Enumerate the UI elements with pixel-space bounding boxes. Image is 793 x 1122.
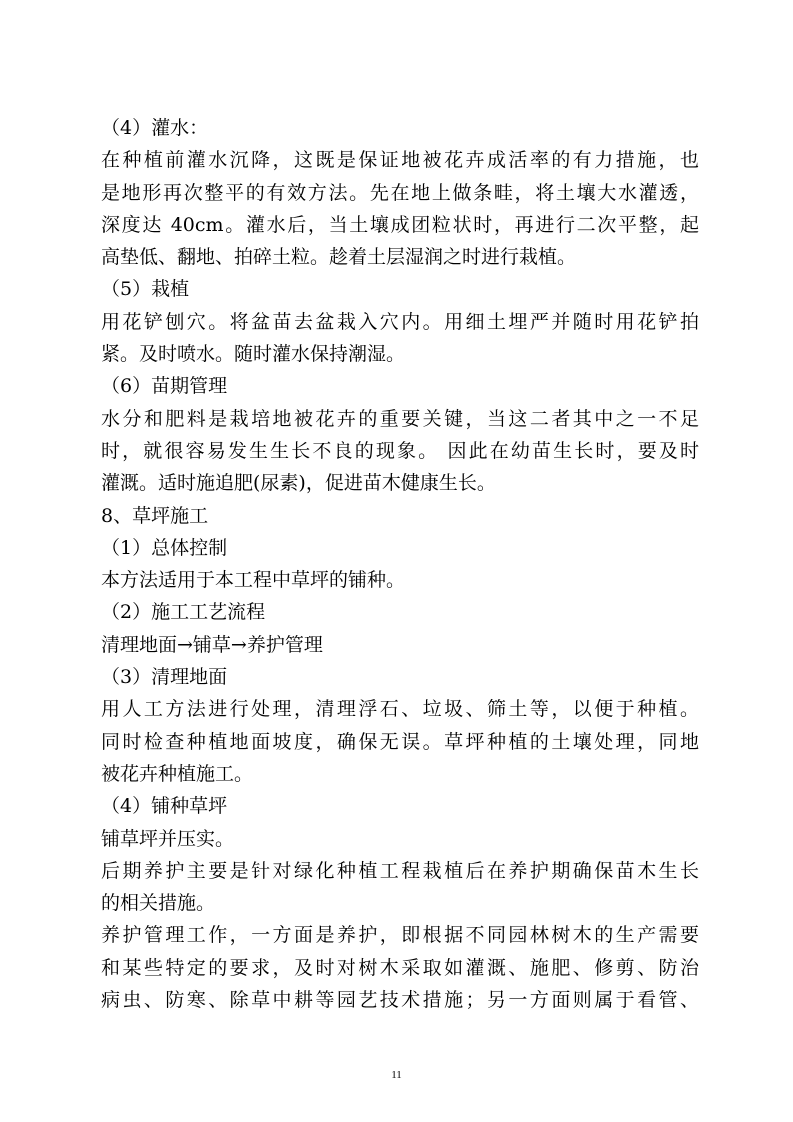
subheading-overall-control: （1）总体控制 xyxy=(101,536,228,559)
paragraph-line: 时，就很容易发生生长不良的现象。 因此在幼苗生长时，要及时 xyxy=(101,439,699,462)
paragraph-line: 用花铲刨穴。将盆苗去盆栽入穴内。用细土埋严并随时用花铲拍 xyxy=(101,310,699,333)
paragraph-line: 的相关措施。 xyxy=(101,892,216,915)
paragraph-line: 后期养护主要是针对绿化种植工程栽植后在养护期确保苗木生长 xyxy=(101,859,699,882)
paragraph-line: 病虫、防寒、除草中耕等园艺技术措施；另一方面则属于看管、 xyxy=(101,989,699,1012)
subheading-planting: （5）栽植 xyxy=(101,278,190,301)
paragraph-line: 在种植前灌水沉降，这既是保证地被花卉成活率的有力措施，也 xyxy=(101,149,699,172)
paragraph-line: 紧。及时喷水。随时灌水保持潮湿。 xyxy=(101,343,406,366)
subheading-watering: （4）灌水： xyxy=(101,117,209,139)
paragraph-line: 深度达 40cm。灌水后，当土壤成团粒状时，再进行二次平整，起 xyxy=(101,213,699,236)
subheading-clear-ground: （3）清理地面 xyxy=(101,666,228,689)
subheading-lay-lawn: （4）铺种草坪 xyxy=(101,795,228,818)
section-heading-lawn: 8、草坪施工 xyxy=(101,504,209,527)
paragraph-line: 铺草坪并压实。 xyxy=(101,827,235,850)
page-number: 11 xyxy=(391,1069,402,1081)
document-body xyxy=(101,112,699,1016)
paragraph-line: 是地形再次整平的有效方法。先在地上做条畦，将土壤大水灌透， xyxy=(101,181,699,204)
paragraph-line: 水分和肥料是栽培地被花卉的重要关键，当这二者其中之一不足 xyxy=(101,407,699,430)
paragraph-line: 本方法适用于本工程中草坪的铺种。 xyxy=(101,569,406,592)
paragraph-line: 高垫低、翻地、拍碎土粒。趁着土层湿润之时进行栽植。 xyxy=(101,246,577,269)
paragraph-line: 养护管理工作，一方面是养护，即根据不同园林树木的生产需要 xyxy=(101,924,699,947)
paragraph-line: 灌溉。适时施追肥(尿素)，促进苗木健康生长。 xyxy=(101,472,496,495)
subheading-seedling-management: （6）苗期管理 xyxy=(101,375,228,398)
paragraph-line: 被花卉种植施工。 xyxy=(101,762,254,785)
paragraph-line: 和某些特定的要求，及时对树木采取如灌溉、施肥、修剪、防治 xyxy=(101,956,699,979)
paragraph-line: 清理地面→铺草→养护管理 xyxy=(101,633,323,656)
subheading-process-flow: （2）施工工艺流程 xyxy=(101,601,266,624)
paragraph-line: 同时检查种植地面坡度，确保无误。草坪种植的土壤处理，同地 xyxy=(101,730,699,753)
paragraph-line: 用人工方法进行处理，清理浮石、垃圾、筛土等，以便于种植。 xyxy=(101,698,699,721)
